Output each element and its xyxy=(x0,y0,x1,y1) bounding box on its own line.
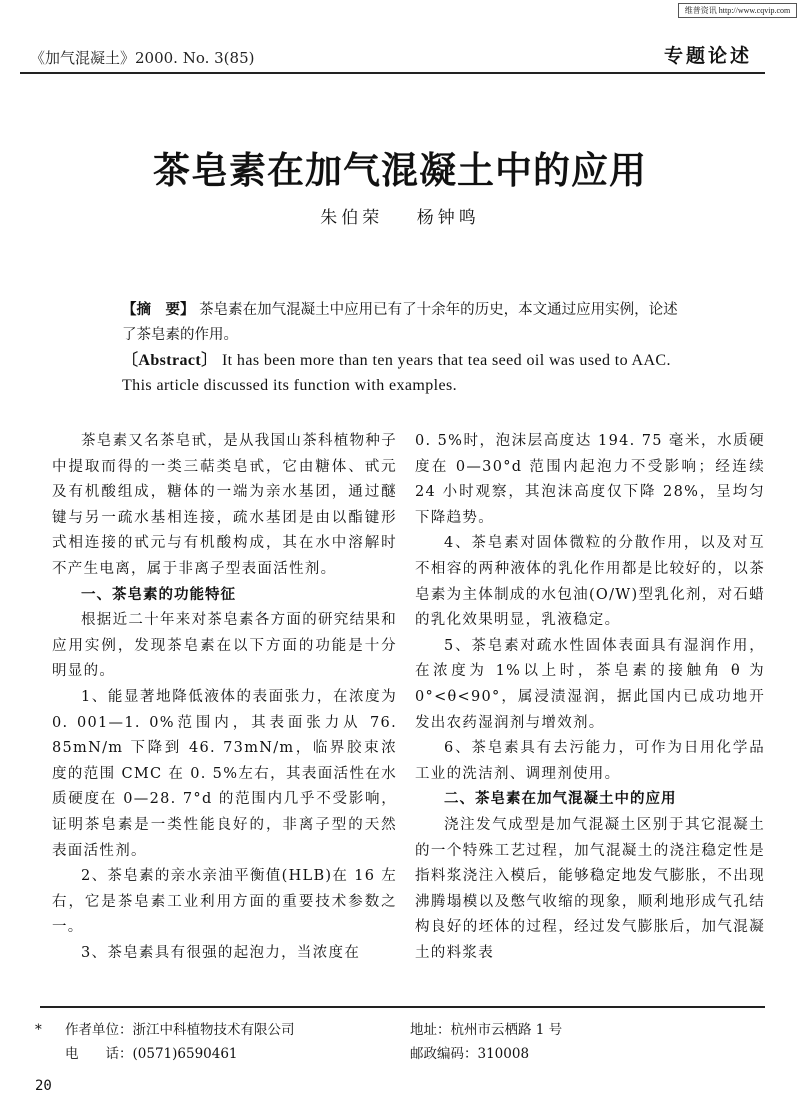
paragraph: 3、茶皂素具有很强的起泡力，当浓度在 xyxy=(81,944,361,961)
phone: 电 话：(0571)6590461 xyxy=(65,1046,238,1062)
footnote-row xyxy=(35,1042,775,1066)
abstract-cn xyxy=(122,297,682,348)
header-rule xyxy=(20,72,765,74)
body-column-right xyxy=(415,429,765,966)
paragraph: 4、茶皂素对固体微粒的分散作用，以及对互不相容的两种液体的乳化作用都是比较好的，以茶皂素为主体制成的水包油(O/W)型乳化剂，对石蜡的乳化效果明显，乳液稳定。 xyxy=(415,535,765,629)
paragraph: 5、茶皂素对疏水性固体表面具有湿润作用，在浓度为 1%以上时，茶皂素的接触角 θ 为 0°<θ<90°，属浸渍湿润，据此国内已成功地开发出农药湿润剂与增效剂。 xyxy=(415,637,765,731)
journal-header: 《加气混凝土》2000. No. 3(85) xyxy=(30,49,255,67)
paragraph: 1、能显著地降低液体的表面张力，在浓度为 0. 001—1. 0%范围内，其表面张力从 76. 85mN/m 下降到 46. 73mN/m，临界胶束浓度的范围 CMC 在 0. 5%左右，其表面活性在水质硬度在 0—28. 7°d 的范围内几乎不受影响，证明茶皂素是一类性能良好的，非离子型的天然表面活性剂。 xyxy=(52,688,397,859)
paragraph: 浇注发气成型是加气混凝土区别于其它混凝土的一个特殊工艺过程，加气混凝土的浇注稳定性是指料浆浇注入模后，能够稳定地发气膨胀，不出现沸腾塌模以及憋气收缩的现象，顺利地形成气孔结构良好的坯体的过程，经过发气膨胀后，加气混凝土的料浆表 xyxy=(415,816,765,961)
page-number: 20 xyxy=(35,1078,52,1094)
abstract-cn-label: 【摘 要】 xyxy=(122,301,195,318)
section-heading-2: 二、茶皂素在加气混凝土中的应用 xyxy=(444,791,677,808)
watermark: 维普资讯 http://www.cqvip.com xyxy=(678,3,797,18)
article-title: 茶皂素在加气混凝土中的应用 xyxy=(153,149,647,192)
paragraph: 0. 5%时，泡沫层高度达 194. 75 毫米，水质硬度在 0—30°d 范围内起泡力不受影响；经连续 24 小时观察，其泡沫高度仅下降 28%，呈均匀下降趋势。 xyxy=(415,433,765,526)
author-1: 朱伯荣 xyxy=(320,208,384,228)
paragraph: 茶皂素又名茶皂甙，是从我国山茶科植物种子中提取而得的一类三萜类皂甙，它由糖体、甙元及有机酸组成，糖体的一端为亲水基团，通过醚键与另一疏水基相连接，疏水基团是由以酯键形式相连接的甙元与有机酸构成，其在水中溶解时不产生电离，属于非离子型表面活性剂。 xyxy=(52,433,397,577)
footnote-marker: * xyxy=(35,1022,42,1038)
section-tag: 专题论述 xyxy=(663,45,752,67)
paragraph: 2、茶皂素的亲水亲油平衡值(HLB)在 16 左右，它是茶皂素工业利用方面的重要技术参数之一。 xyxy=(52,868,397,936)
author-2: 杨钟鸣 xyxy=(416,208,480,228)
author-unit: 作者单位：浙江中科植物技术有限公司 xyxy=(65,1022,295,1038)
footnote-row xyxy=(35,1018,775,1042)
body-column-left xyxy=(52,429,397,966)
address: 地址：杭州市云栖路 1 号 xyxy=(410,1022,563,1038)
footnote-rule xyxy=(40,1006,765,1008)
paragraph: 根据近二十年来对茶皂素各方面的研究结果和应用实例，发现茶皂素在以下方面的功能是十分明显的。 xyxy=(52,612,397,680)
abstract-en xyxy=(122,348,682,398)
authors xyxy=(0,203,800,228)
postcode: 邮政编码：310008 xyxy=(410,1046,530,1062)
section-heading-1: 一、茶皂素的功能特征 xyxy=(81,586,236,603)
abstract-en-text: It has been more than ten years that tea seed oil was used to AAC. This article discussed its function with examples. xyxy=(122,352,671,394)
footnote xyxy=(35,1018,775,1066)
abstract-cn-text: 茶皂素在加气混凝土中应用已有了十余年的历史，本文通过应用实例，论述了茶皂素的作用。 xyxy=(122,302,678,343)
paragraph: 6、茶皂素具有去污能力，可作为日用化学品工业的洗洁剂、调理剂使用。 xyxy=(415,740,765,782)
abstract-en-label: 〔Abstract〕 xyxy=(122,352,218,369)
abstract xyxy=(122,297,682,398)
